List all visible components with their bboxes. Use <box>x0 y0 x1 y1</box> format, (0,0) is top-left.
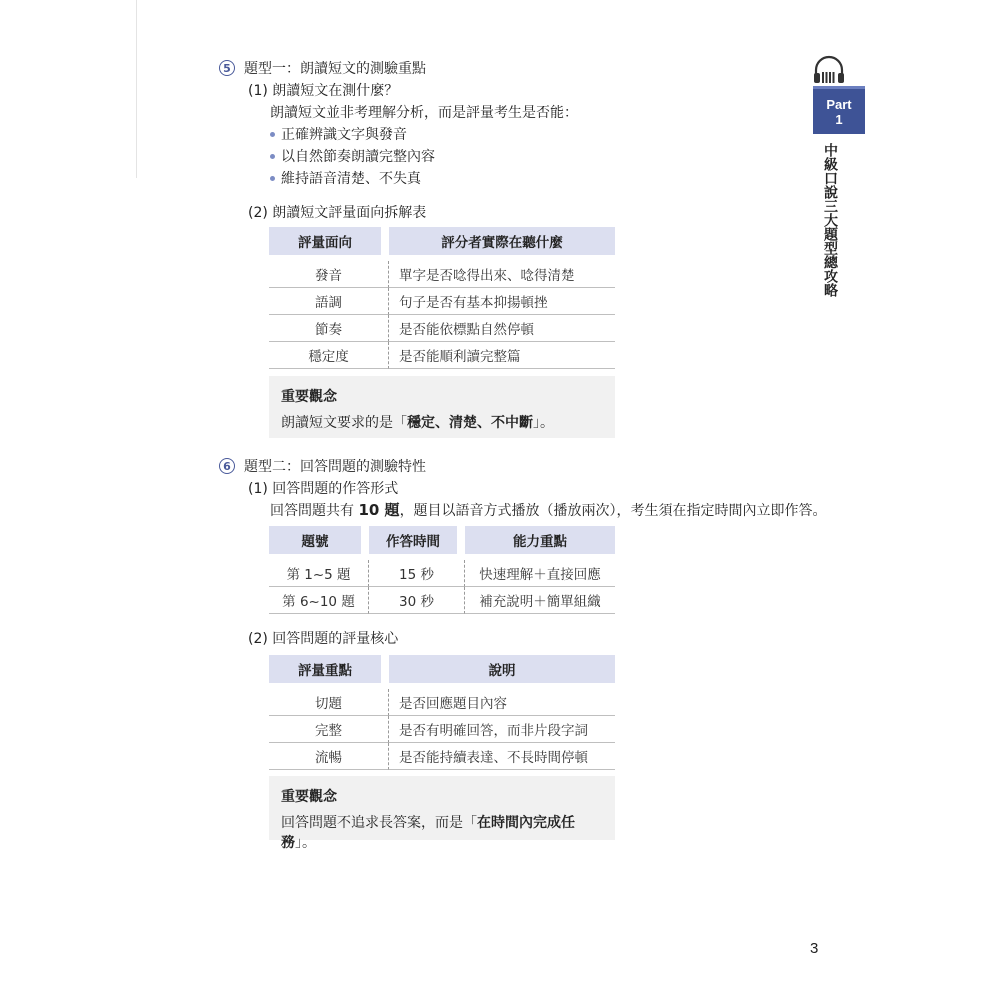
table-row: 流暢 是否能持續表達、不長時間停頓 <box>269 743 615 770</box>
part-tab <box>813 86 865 134</box>
part-label: Part <box>826 97 852 112</box>
table-header: 作答時間 <box>369 526 457 560</box>
bullet-dot-icon <box>270 176 275 181</box>
key-concept-text: 回答問題不追求長答案，而是「在時間內完成任務」。 <box>281 815 575 851</box>
scoring-core-table <box>269 655 615 770</box>
bullet-dot-icon <box>270 132 275 137</box>
bullet-dot-icon <box>270 154 275 159</box>
headphones-icon <box>812 55 846 85</box>
subheading: (2) 回答問題的評量核心 <box>248 631 399 647</box>
section-number-badge: 5 <box>219 60 235 76</box>
table-header: 評量重點 <box>269 655 381 689</box>
section-5-heading <box>219 58 426 78</box>
key-concept-box <box>269 376 615 438</box>
margin-line <box>136 0 137 178</box>
table-row: 切題 是否回應題目內容 <box>269 689 615 716</box>
key-concept-title: 重要觀念 <box>281 789 337 805</box>
subheading: (1) 朗讀短文在測什麼？ <box>248 83 399 99</box>
table-header: 評量面向 <box>269 227 381 261</box>
table-row: 穩定度 是否能順利讀完整篇 <box>269 342 615 369</box>
table-row: 節奏 是否能依標點自然停頓 <box>269 315 615 342</box>
key-concept-box <box>269 776 615 851</box>
table-row: 完整 是否有明確回答，而非片段字詞 <box>269 716 615 743</box>
answer-format-table <box>269 526 615 614</box>
section-number-badge: 6 <box>219 458 235 474</box>
table-header: 說明 <box>389 655 615 689</box>
bullet-item: 正確辨識文字與發音 <box>270 124 407 144</box>
page-number: 3 <box>810 940 819 957</box>
paragraph: 回答問題共有 10 題，題目以語音方式播放（播放兩次），考生須在指定時間內立即作答。 <box>270 501 827 519</box>
bullet-item: 維持語音清楚、不失真 <box>270 168 421 188</box>
table-row: 第 1~5 題 15 秒 快速理解＋直接回應 <box>269 560 615 587</box>
table-header: 能力重點 <box>465 526 615 560</box>
table-header: 評分者實際在聽什麼 <box>389 227 615 261</box>
key-concept-text: 朗讀短文要求的是「穩定、清楚、不中斷」。 <box>281 415 554 431</box>
section-6-heading <box>219 456 426 476</box>
section-title: 題型二：回答問題的測驗特性 <box>244 459 426 475</box>
chapter-vertical-title: 中級口說三大題型總攻略 <box>822 143 838 297</box>
part-number: 1 <box>835 112 843 127</box>
section-title: 題型一：朗讀短文的測驗重點 <box>244 61 426 77</box>
table-row: 語調 句子是否有基本抑揚頓挫 <box>269 288 615 315</box>
bullet-item: 以自然節奏朗讀完整內容 <box>270 146 435 166</box>
table-row: 發音 單字是否唸得出來、唸得清楚 <box>269 261 615 288</box>
subheading: (1) 回答問題的作答形式 <box>248 481 399 497</box>
subheading: (2) 朗讀短文評量面向拆解表 <box>248 205 427 221</box>
evaluation-table <box>269 227 615 369</box>
paragraph: 朗讀短文並非考理解分析，而是評量考生是否能： <box>270 105 578 121</box>
table-row: 第 6~10 題 30 秒 補充說明＋簡單組織 <box>269 587 615 614</box>
key-concept-title: 重要觀念 <box>281 389 337 405</box>
table-header: 題號 <box>269 526 361 560</box>
